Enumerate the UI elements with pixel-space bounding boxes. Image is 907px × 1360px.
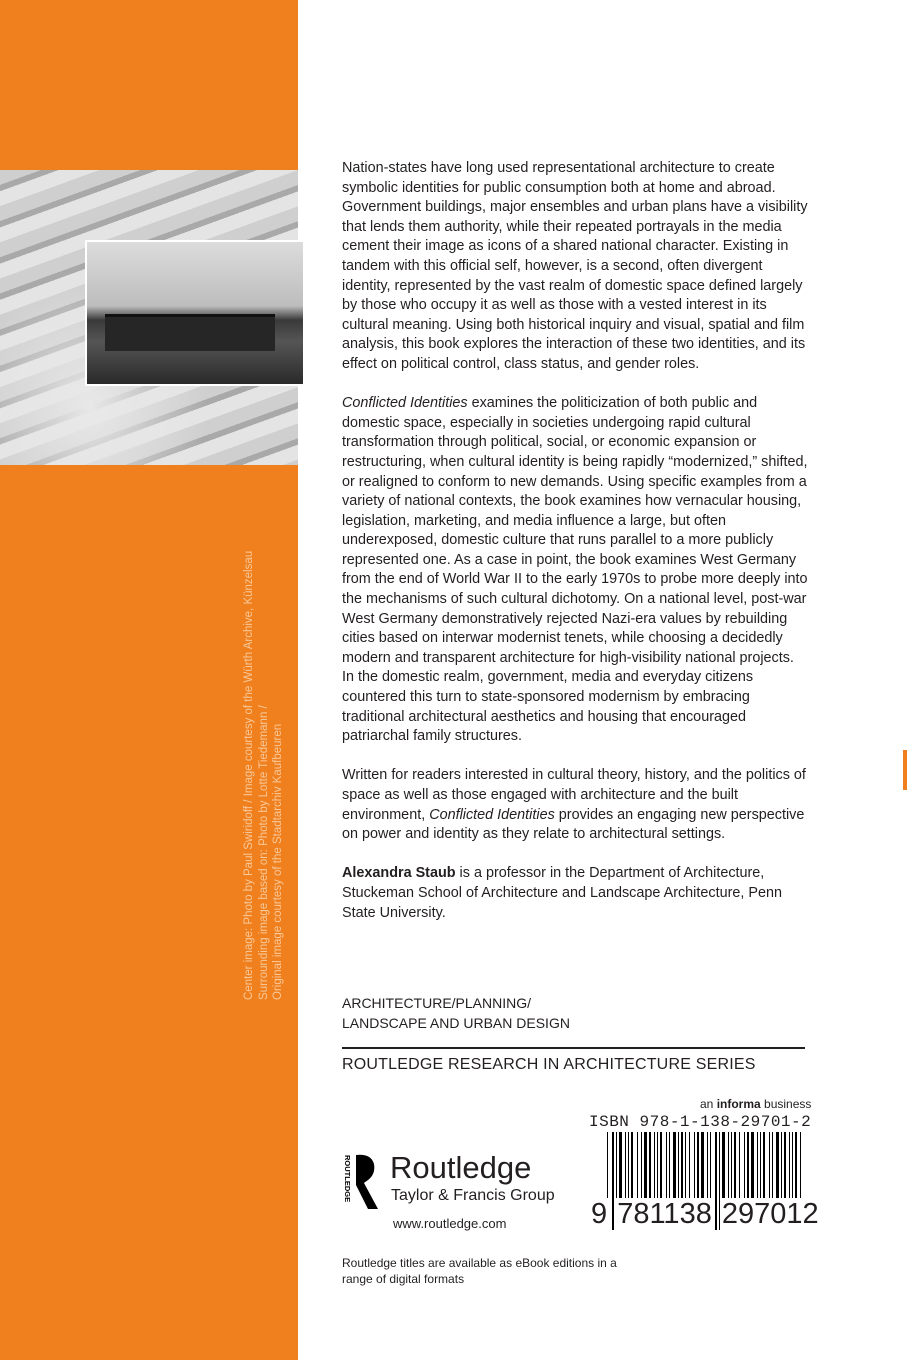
ean-digits [590,1198,820,1231]
ean-group-1: 781138 [617,1198,712,1230]
text: Written for readers interested in cultural theory, history, and the politics of space as well as those engaged with architecture and the built environment, [342,767,806,823]
publisher-group: Taylor & Francis Group [391,1187,555,1204]
subject-category [342,993,570,1033]
publisher-url: www.routledge.com [393,1216,507,1231]
credit-line: Original image courtesy of the Stadtarchiv Kaufbeuren [272,723,284,1000]
blurb-paragraph-2 [342,394,808,747]
text: provides an engaging new perspective on power and identity as they relate to architectural settings. [342,806,805,843]
text: informa [716,1097,761,1111]
subject-line: ARCHITECTURE/PLANNING/ [342,995,532,1011]
ean-first: 9 [591,1198,608,1230]
text: is a professor in the Department of Architecture, Stuckeman School of Architecture and Landscape Architecture, Penn State University. [342,865,782,921]
publisher-name: Routledge [390,1150,532,1185]
book-title: Conflicted Identities [429,806,555,823]
ean-group-2: 297012 [721,1198,819,1230]
divider [342,1047,805,1049]
author-bio [342,864,808,923]
informa-tagline [700,1097,811,1111]
text: business [760,1097,812,1111]
credit-line: Surrounding image based on: Photo by Lotte Tiedemann / [257,705,270,1000]
subject-line: LANDSCAPE AND URBAN DESIGN [342,1015,570,1031]
text: examines the politicization of both public and domestic space, especially in societies undergoing rapid cultural transformation through political, social, or economic expansion or restructuring, when cultural identity is being rapidly “modernized,” shifted, or realigned to conform to new demands. Using specific examples from a variety of national contexts, the book examines how vernacular housing, legislation, marketing, and media influence a large, but often underexposed, domestic culture that runs parallel to a more publicly represented one. As a case in point, the book examines West Germany from the end of World War II to the early 1970s to probe more deeply into the mechanisms of such cultural dichotomy. On a national level, post-war West Germany demonstratively rejected Nazi-era values by rebuilding cities based on interwar modernist tenets, while choosing a decidedly modern and transparent architecture for high-visibility national projects. In the domestic realm, government, media and everyday citizens countered this turn to state-sponsored modernism by embracing traditional architectural aesthetics and housing that encouraged patriarchal family structures. [342,395,808,745]
spine-mark [903,750,907,790]
book-title: Conflicted Identities [342,395,468,412]
isbn: ISBN 978-1-138-29701-2 [589,1113,812,1131]
text: an [700,1097,717,1111]
blurb-paragraph-1: Nation-states have long used representational architecture to create symbolic identities for public consumption both at home and abroad. Government buildings, major ensembles and urban plans have a visibility that lends them authority, while their repeated portrayals in the media cement their image as icons of a shared national character. Existing in tandem with this official self, however, is a second, often divergent identity, represented by the vast realm of domestic space defined largely by those who occupy it as well as those with a vested interest in its cultural meaning. Using both historical inquiry and visual, spatial and film analysis, this book explores the interaction of these two identities, and its effect on political control, class status, and gender roles. [342,160,808,372]
blurb-paragraph-3 [342,766,808,844]
image-credits [242,551,286,1000]
svg-text:ROUTLEDGE: ROUTLEDGE [343,1155,352,1203]
blurb [342,159,808,943]
cover-photo [0,170,298,465]
ebook-note: Routledge titles are available as eBook editions in a range of digital formats [342,1256,617,1286]
center-photo [85,240,305,386]
credit-line: Center image: Photo by Paul Swiridoff / Image courtesy of the Würth Archive, Künzelsau [243,550,255,1000]
series-title: ROUTLEDGE RESEARCH IN ARCHITECTURE SERIES [342,1056,756,1073]
routledge-logo-icon [342,1153,382,1211]
orange-panel-top [0,0,298,170]
author-name: Alexandra Staub [342,865,456,882]
